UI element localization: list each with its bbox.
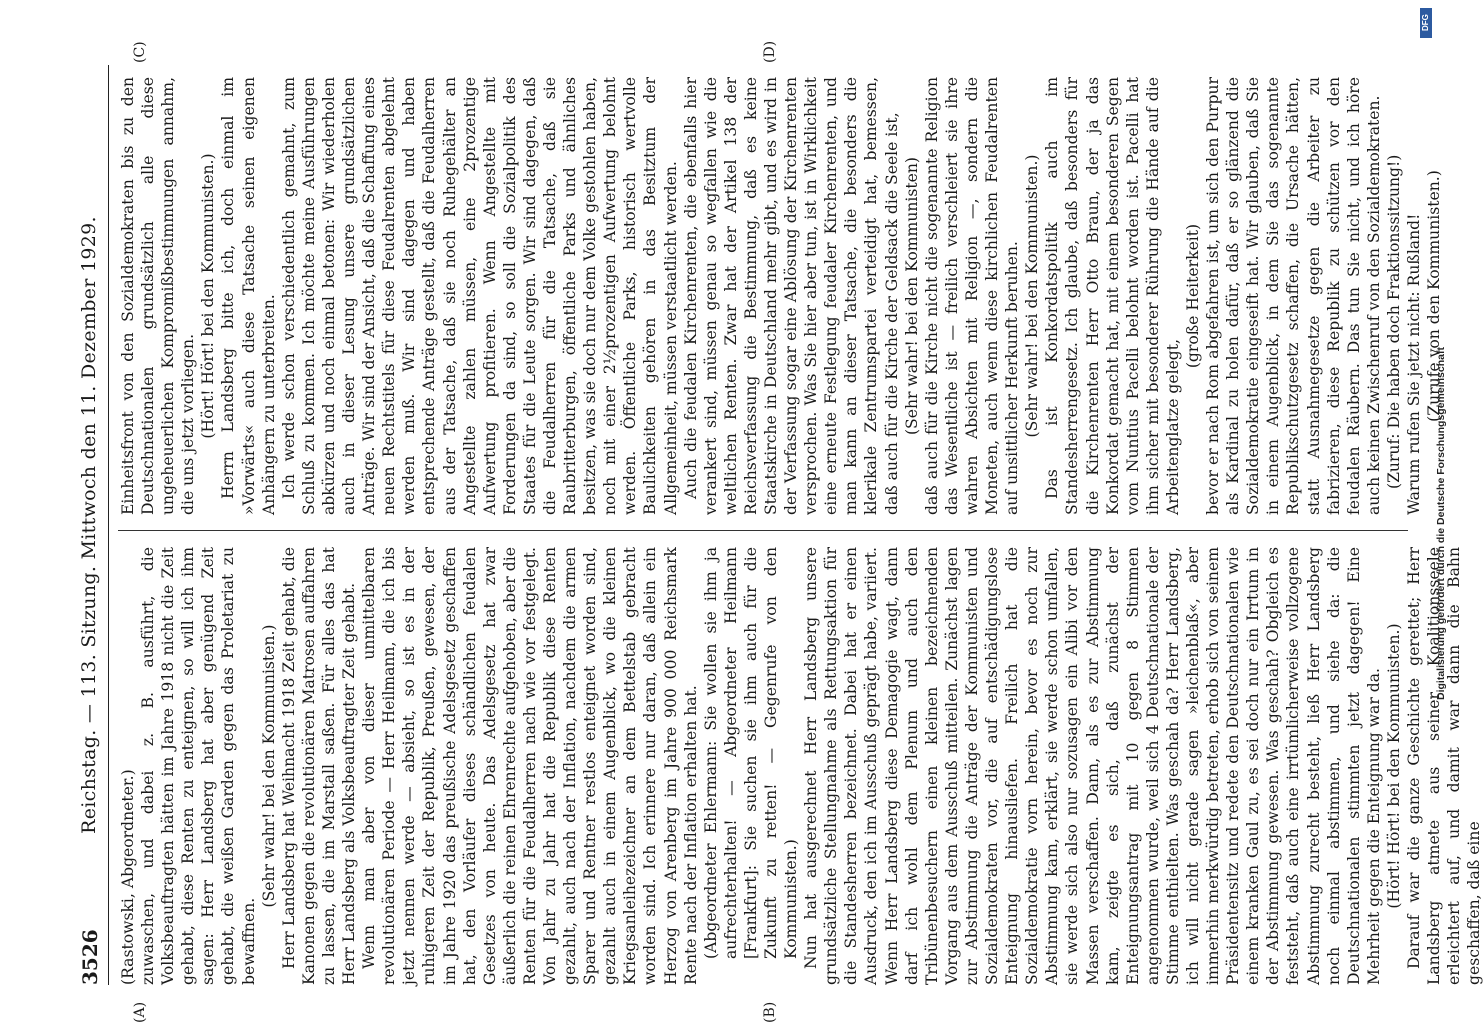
digitization-credit: Digitalisierung gefördert durch die Deutsche Forschungsgemeinschaft xyxy=(1435,347,1447,700)
paragraph: Wenn man aber von dieser unmittelbaren revolutionären Periode — Herr Heilmann, die ich bis jetzt nennen werde — absieht, so ist es in der ruhigeren Zeit der Republik, Preußen, gewesen, der im Jahre 1920 das preußische Adelsgesetz geschaffen hat, den Vorläufer dieses schändlichen feudalen Gesetzes von heute. Das Adelsgesetz hat zwar äußerlich die reinen Ehrenrechte aufgehoben, aber die Renten für die Feudalherren nach wie vor festgelegt. Von Jahr zu Jahr hat die Republik diese Renten gezahlt, auch nach der Inflation, nachdem die armen Sparer und Rentner restlos enteignet worden sind, gezahlt auch in einem Augenblick, wo die kleinen Kriegsanleihezeichner an dem Bettelstab gebracht worden sind. Ich erinnere nur daran, daß allein ein Herzog von Arenberg im Jahre 900 000 Reichsmark Rente nach der Inflation erhalten hat. xyxy=(360,547,700,985)
paragraph: (Sehr wahr! bei den Kommunisten) xyxy=(902,156,921,436)
paragraph: Auch die feudalen Kirchenrenten, die ebenfalls hier verankert sind, müssen genau so wegfallen wie die weltlichen Renten. Zwar hat der Artikel 138 der Reichsverfassung die Bestimmung, daß es keine Staatskirche in Deutschland mehr gibt, und es wird in der Verfassung sogar eine Ablösung der Kirchenrenten versprochen. Was Sie hier aber tun, ist in Wirklichkeit eine erneute Festlegung feudaler Kirchenrenten, und man kann an dieser Tatsache, die besonders die klerikale Zentrumspartei verteidigt hat, bemessen, daß auch für die Kirche der Geldsack die Seele ist, xyxy=(681,77,901,515)
paragraph: (Sehr wahr! bei den Kommunisten.) xyxy=(1023,154,1042,438)
paragraph: bevor er nach Rom abgefahren ist, um sich den Purpur als Kardinal zu holen dafür, daß er so glänzend die Sozialdemokratie eingeseift hat. Wir glauben, daß Sie in einem Augenblick, in dem Sie das sogenannte Republikschutzgesetz schaffen, die Ursache hätten, statt Ausnahmegesetze gegen die Arbeiter zu fabrizieren, diese Republik zu schützen vor den feudalen Räubern. Das tun Sie nicht, und ich höre auch keinen Zwischenruf von den Sozialdemokraten. xyxy=(1204,77,1383,515)
paragraph: (Hört! Hört! bei den Kommunisten.) xyxy=(199,153,218,439)
margin-mark-c: (C) xyxy=(132,41,148,63)
paragraph: Ich werde schon verschiedentlich gemahnt, zum Schluß zu kommen. Ich möchte meine Ausführungen abkürzen und noch einmal betonen: Wir wiederholen auch in dieser Lesung unsere grundsätzlichen Anträge. Wir sind der Ansicht, daß die Schaffung eines neuen Rechtstitels für diese Feudalrenten abgelehnt werden muß. Wir sind dagegen und haben entsprechende Anträge gestellt, daß die Feudalherren aus der Tatsache, daß sie noch Ruhegehälter an Angestellte zahlen müssen, eine 2prozentige Aufwertung profitieren. Wenn Angestellte mit Forderungen da sind, so soll die Sozialpolitik des Staates für die Leute sorgen. Wir sind dagegen, daß die Feudalherren für die Tatsache, daß sie Raubritterburgen, öffentliche Parks und ähnliches besitzen, was sie doch nur dem Volke gestohlen haben, noch mit einer 2½prozentigen Aufwertung belohnt werden. Öffentliche Parks, historisch wertvolle Baulichkeiten gehören in das Besitztum der Allgemeinheit, müssen verstaatlicht werden. xyxy=(279,77,680,515)
margin-mark-d: (D) xyxy=(762,40,778,63)
right-column xyxy=(118,77,1444,515)
paragraph: Herr Landsberg hat Weihnacht 1918 Zeit gehabt, die Kanonen gegen die revolutionären Matrosen auffahren zu lassen, die im Marstall saßen. Für alles das hat Herr Landsberg als Volksbeauftragter Zeit gehabt. xyxy=(279,547,359,985)
paragraph: Warum rufen Sie jetzt nicht: Rußland! xyxy=(1405,213,1423,515)
running-head: Reichstag. — 113. Sitzung. Mittwoch den 11. Dezember 1929. xyxy=(78,216,100,834)
page-header xyxy=(72,65,109,985)
paragraph: (große Heiterkeit) xyxy=(1183,223,1202,369)
paragraph: zuwaschen, und dabei z. B. ausführt, die Volksbeauftragten hätten im Jahre 1918 nicht die Zeit gehabt, diese Renten zu enteignen, so will ich ihm sagen: Herr Landsberg hat aber genügend Zeit gehabt, die weißen Garden gegen das Proletariat zu bewaffnen. xyxy=(139,547,258,985)
paragraph: daß auch für die Kirche nicht die sogenannte Religion das Wesentliche ist — freilich verschleiert sie ihre wahren Absichten mit Religion —, sondern die Moneten, auch wenn diese kirchlichen Feudalrenten auf unsittlicher Herkunft beruhen. xyxy=(922,77,1022,515)
paragraph: (Sehr wahr! bei den Kommunisten.) xyxy=(259,624,278,908)
margin-mark-a: (A) xyxy=(132,1001,148,1023)
paragraph: Herrn Landsberg bitte ich, doch einmal im »Vorwärts« auch diese Tatsache seinen eigenen Anhängern zu unterbreiten. xyxy=(219,77,278,515)
paragraph: (Zurufe von den Kommunisten.) xyxy=(1425,170,1444,422)
paragraph: Einheitsfront von den Sozialdemokraten bis zu den Deutschnationalen grundsätzlich alle diese ungeheuerlichen Kompromißbestimmungen annahm, die uns jetzt vorliegen. xyxy=(119,77,198,515)
column-divider xyxy=(118,530,1408,531)
dfg-logo: DFG xyxy=(1420,8,1432,38)
paragraph: (Hört! Hört! bei den Kommunisten.) xyxy=(1384,623,1403,909)
paragraph: (Abgeordneter Ehlermann: Sie wollen sie ihm ja aufrechterhalten! — Abgeordneter Heilmann [Frankfurt]: Sie suchen sie ihm auch für die Zukunft zu retten! — Gegenrufe von den Kommunisten.) xyxy=(701,547,801,959)
paragraph: (Rastowski, Abgeordneter.) xyxy=(119,769,137,985)
paragraph: Das ist Konkordatspolitik auch im Standesherrengesetz. Ich glaube, daß besonders für die Kirchenrenten Herr Otto Braun, der ja das Konkordat gemacht hat, mit einem besonderen Segen vom Nuntius Pacelli belohnt worden ist. Pacelli hat ihm sicher mit besonderer Rührung die Hände auf die Arbeitenglatze gelegt, xyxy=(1043,77,1182,515)
left-column xyxy=(118,547,1484,985)
page-number: 3526 xyxy=(78,929,102,985)
paragraph: (Zuruf: Die haben doch Fraktionssitzung!) xyxy=(1384,154,1403,489)
paragraph: Nun hat ausgerechnet Herr Landsberg unsere grundsätzliche Stellungnahme als Rettungsaktion für die Standesherren bezeichnet. Dabei hat er einen Ausdruck, den ich im Ausschuß geprägt habe, variiert. Wenn Herr Landsberg diese Demagogie wagt, dann darf ich wohl dem Plenum und auch den Tribünenbesuchern einen kleinen bezeichnenden Vorgang aus dem Ausschuß mitteilen. Zunächst lagen zur Abstimmung die Anträge der Kommunisten und Sozialdemokraten vor, die auf entschädigungslose Enteignung hinausliefen. Freilich hat die Sozialdemokratie vorn herein, bevor es noch zur Abstimmung kam, erklärt, sie werde schon umfallen, sie werde sich also nur sozusagen ein Alibi vor den Massen verschaffen. Dann, als es zur Abstimmung kam, zeigte es sich, daß zunächst der Enteignungsantrag mit 10 gegen 8 Stimmen angenommen wurde, weil sich 4 Deutschnationale der Stimme enthielten. Was geschah da? Herr Landsberg, ich will nicht gerade sagen »leichenblaß«, aber immerhin merkwürdig betreten, erhob sich von seinem Präsidentensitz und redete den Deutschnationalen wie einem kranken Gaul zu, es sei doch nur ein Irrtum in der Abstimmung gewesen. Was geschah? Obgleich es feststeht, daß auch eine irrtümlicherweise vollzogene Abstimmung zurecht besteht, ließ Herr Landsberg noch einmal abstimmen, und siehe da: die Deutschnationalen stimmten jetzt dagegen! Eine Mehrheit gegen die Enteignung war da. xyxy=(802,547,1383,985)
margin-mark-b: (B) xyxy=(762,1001,778,1023)
paragraph: Darauf war die ganze Geschichte gerettet; Herr Landsberg atmete aus seiner Koalitionsseele erleichtert auf, und damit war dann die Bahn geschaffen, daß eine xyxy=(1405,547,1484,985)
